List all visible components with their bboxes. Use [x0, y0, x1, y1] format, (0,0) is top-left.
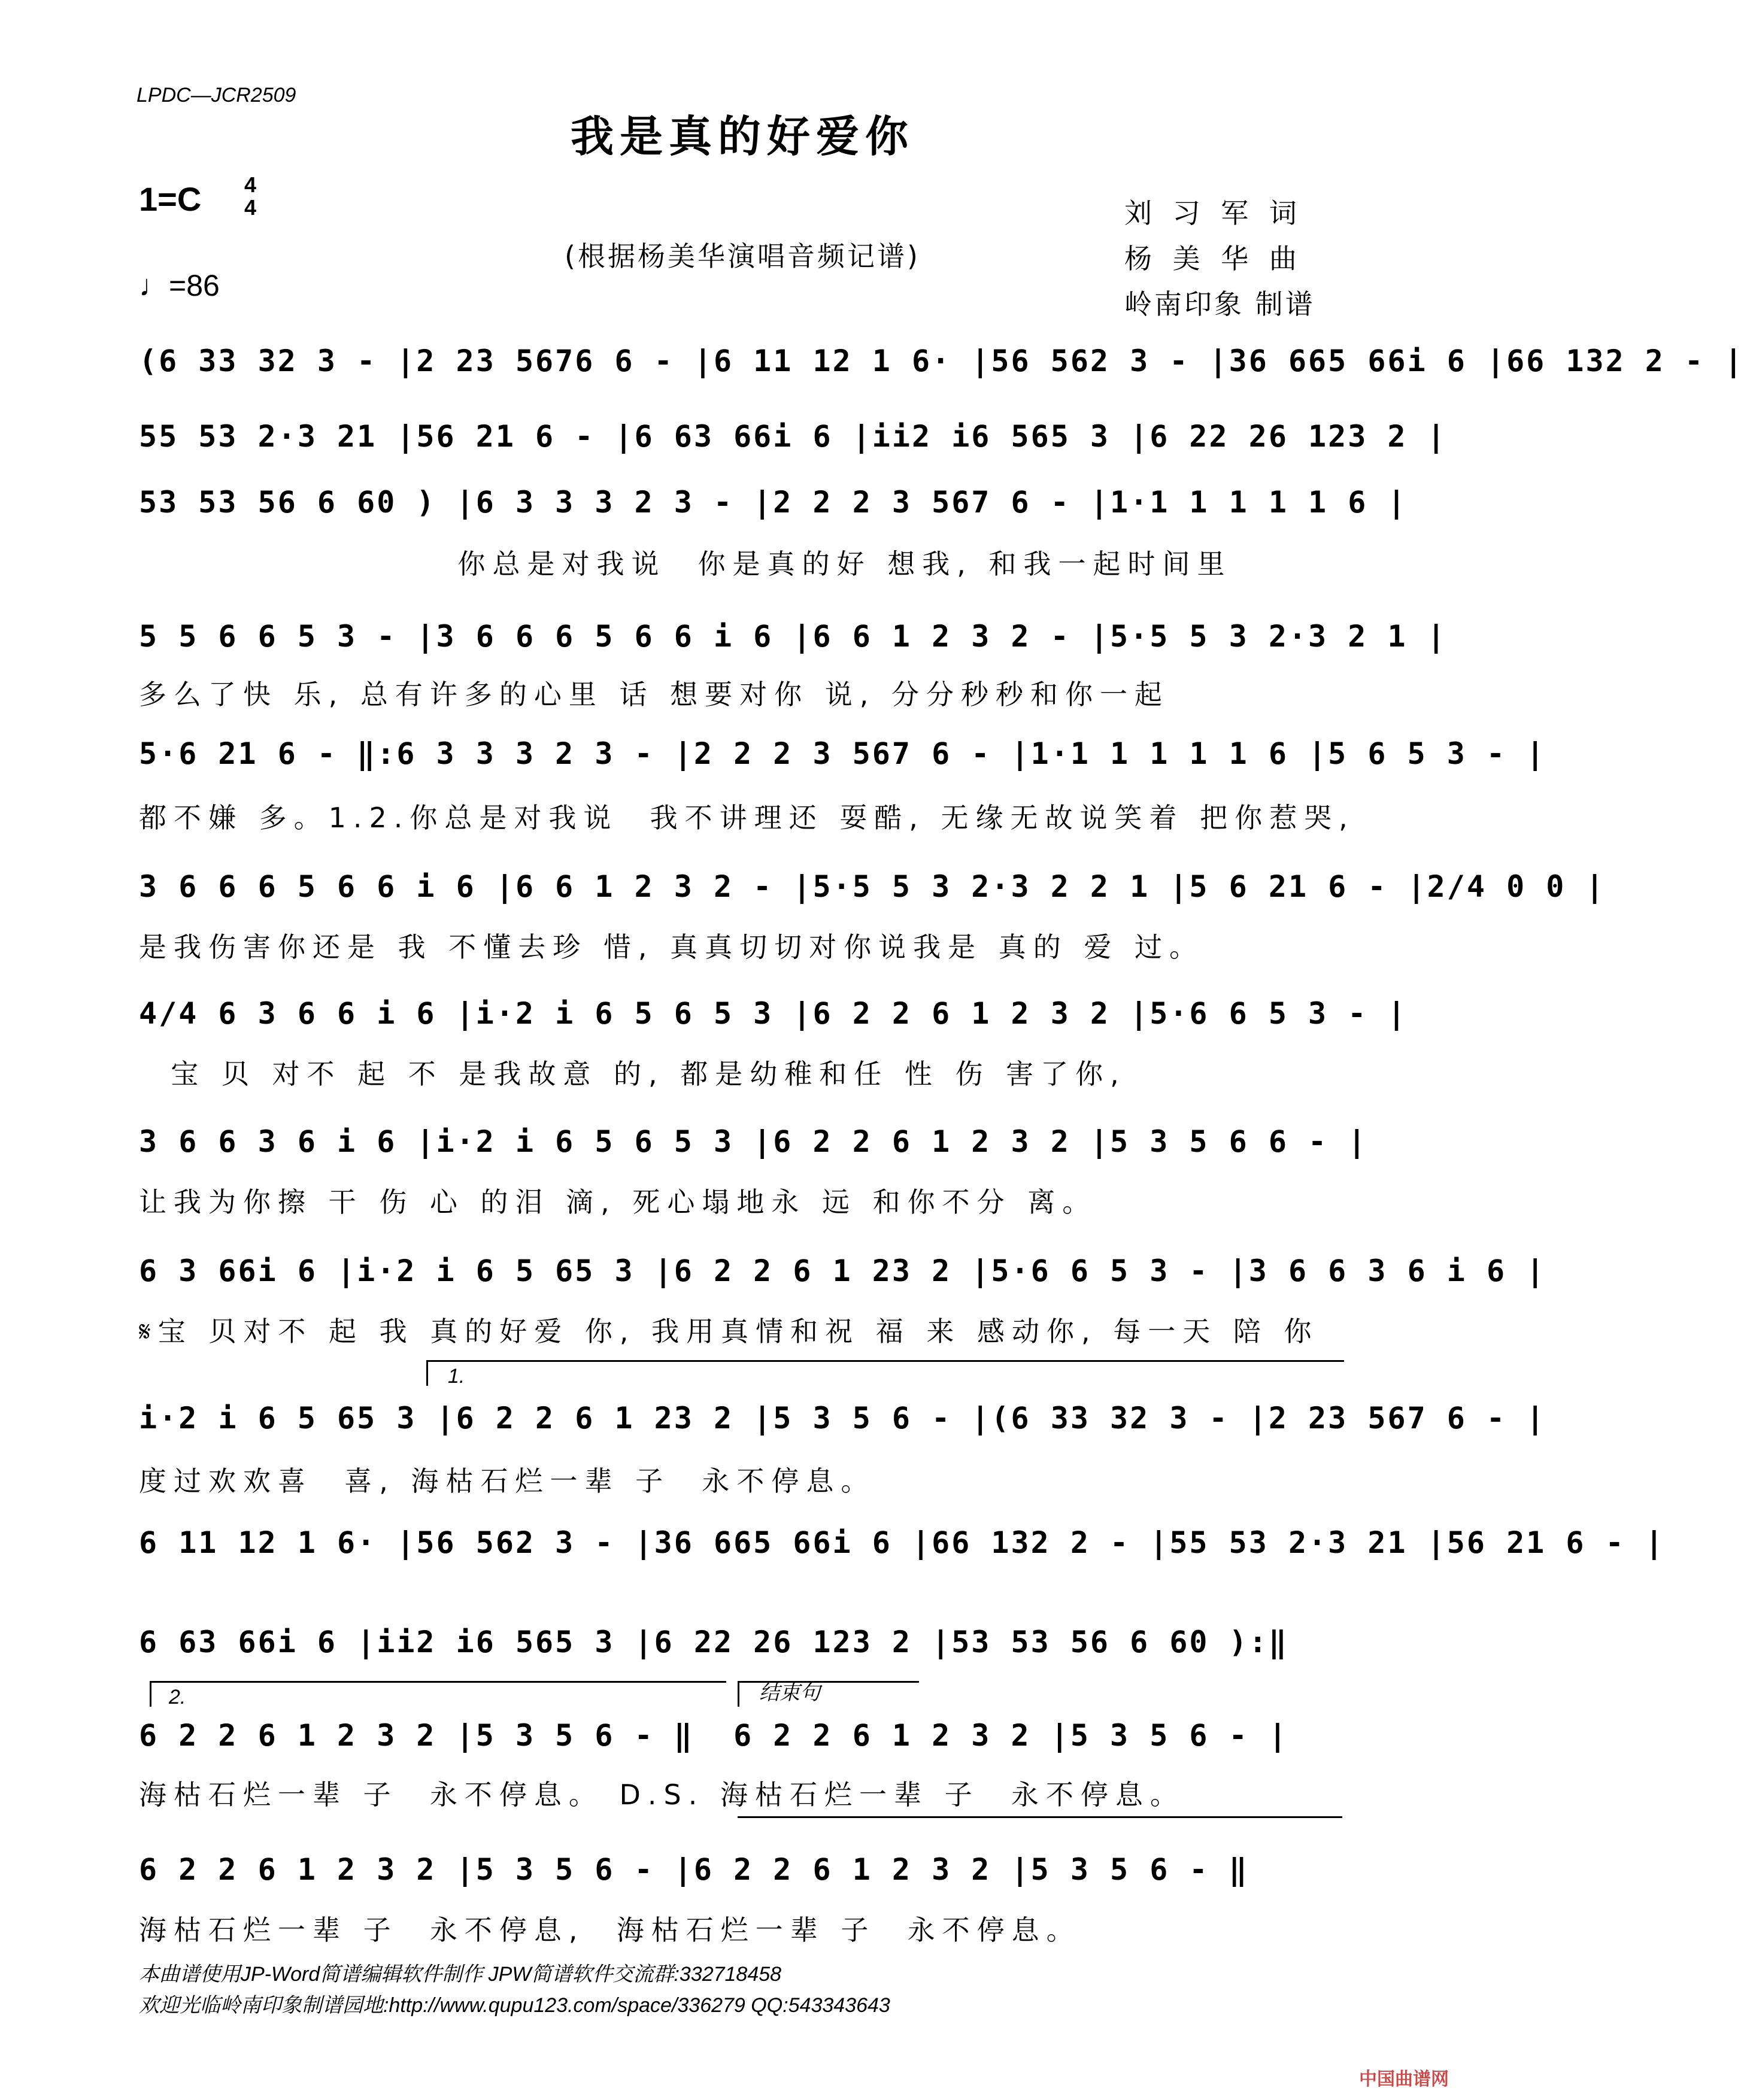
arranger-credit: 岭南印象 制谱: [1124, 288, 1315, 320]
lyricist-credit: 刘 习 军 词: [1124, 197, 1303, 229]
volta-1-label: 1.: [448, 1365, 465, 1388]
score-line-12-music: 6 63 66i 6 |ii2 i6 565 3 |6 22 26 123 2 |53 53 56 6 60 ):‖: [139, 1625, 1288, 1659]
volta-1-bracket: [426, 1360, 1344, 1386]
score-line-4-lyrics: 多么了快 乐, 总有许多的心里 话 想要对你 说, 分分秒秒和你一起: [139, 678, 1169, 711]
score-line-10-music: i·2 i 6 5 65 3 |6 2 2 6 1 23 2 |5 3 5 6 - |(6 33 32 3 - |2 23 567 6 - |: [139, 1401, 1546, 1436]
time-signature-bottom: 4: [244, 195, 257, 220]
score-line-6-lyrics: 是我伤害你还是 我 不懂去珍 惜, 真真切切对你说我是 真的 爱 过。: [139, 931, 1204, 963]
score-line-13-lyrics: 海枯石烂一辈 子 永不停息。 D.S. 海枯石烂一辈 子 永不停息。: [139, 1779, 1185, 1811]
score-line-4-music: 5 5 6 6 5 3 - |3 6 6 6 5 6 6 i 6 |6 6 1 2 3 2 - |5·5 5 3 2·3 2 1 |: [139, 619, 1447, 654]
tempo-marking: ♩=86: [139, 269, 220, 302]
score-line-14-lyrics: 海枯石烂一辈 子 永不停息, 海枯石烂一辈 子 永不停息。: [139, 1914, 1081, 1946]
key-signature: 1=C: [139, 180, 202, 218]
final-line-bracket: [738, 1816, 1342, 1842]
score-line-3-music: 53 53 56 6 60 ) |6 3 3 3 2 3 - |2 2 2 3 567 6 - |1·1 1 1 1 1 6 |: [139, 485, 1408, 520]
composer-credit: 杨 美 华 曲: [1124, 242, 1303, 275]
score-line-5-lyrics: 都不嫌 多。1.2.你总是对我说 我不讲理还 耍酷, 无缘无故说笑着 把你惹哭,: [139, 802, 1355, 834]
score-line-7-lyrics: 宝 贝 对不 起 不 是我故意 的, 都是幼稚和任 性 伤 害了你,: [139, 1058, 1126, 1090]
score-line-13-music: 6 2 2 6 1 2 3 2 |5 3 5 6 - ‖ 6 2 2 6 1 2 3 2 |5 3 5 6 - |: [139, 1718, 1288, 1753]
score-line-8-lyrics: 让我为你擦 干 伤 心 的泪 滴, 死心塌地永 远 和你不分 离。: [139, 1186, 1097, 1218]
score-line-2-music: 55 53 2·3 21 |56 21 6 - |6 63 66i 6 |ii2 i6 565 3 |6 22 26 123 2 |: [139, 419, 1447, 454]
score-line-9-music: 6 3 66i 6 |i·2 i 6 5 65 3 |6 2 2 6 1 23 2 |5·6 6 5 3 - |3 6 6 3 6 i 6 |: [139, 1254, 1546, 1288]
footer-website-note: 欢迎光临岭南印象制谱园地:http://www.qupu123.com/space/336279 QQ:543343643: [139, 1994, 890, 2017]
score-line-1-music: (6 33 32 3 - |2 23 5676 6 - |6 11 12 1 6· |56 562 3 - |36 665 66i 6 |66 132 2 - |: [139, 344, 1744, 378]
time-signature: [244, 174, 256, 219]
score-line-7-music: 4/4 6 3 6 6 i 6 |i·2 i 6 5 6 5 3 |6 2 2 6 1 2 3 2 |5·6 6 5 3 - |: [139, 996, 1408, 1031]
score-line-5-music: 5·6 21 6 - ‖:6 3 3 3 2 3 - |2 2 2 3 567 6 - |1·1 1 1 1 1 6 |5 6 5 3 - |: [139, 736, 1546, 771]
score-line-3-lyrics: 你总是对我说 你是真的好 想我, 和我一起时间里: [139, 548, 1232, 580]
score-code: LPDC—JCR2509: [137, 84, 296, 107]
footer-software-note: 本曲谱使用JP-Word简谱编辑软件制作 JPW简谱软件交流群:332718458: [139, 1963, 782, 1986]
watermark-logo: 中国曲谱网: [1359, 2069, 1449, 2090]
song-title: 我是真的好爱你: [570, 111, 914, 162]
score-line-9-lyrics: 𝄋宝 贝对不 起 我 真的好爱 你, 我用真情和祝 福 来 感动你, 每一天 陪 你: [139, 1315, 1319, 1348]
score-line-14-music: 6 2 2 6 1 2 3 2 |5 3 5 6 - |6 2 2 6 1 2 3 2 |5 3 5 6 - ‖: [139, 1852, 1249, 1887]
subtitle: (根据杨美华演唱音频记谱): [565, 240, 920, 272]
score-line-6-music: 3 6 6 6 5 6 6 i 6 |6 6 1 2 3 2 - |5·5 5 3 2·3 2 2 1 |5 6 21 6 - |2/4 0 0 |: [139, 869, 1606, 904]
volta-2-bracket: [150, 1681, 726, 1707]
volta-2-label: 2.: [169, 1686, 186, 1708]
score-line-11-music: 6 11 12 1 6· |56 562 3 - |36 665 66i 6 |66 132 2 - |55 53 2·3 21 |56 21 6 - |: [139, 1525, 1665, 1560]
score-line-8-music: 3 6 6 3 6 i 6 |i·2 i 6 5 6 5 3 |6 2 2 6 1 2 3 2 |5 3 5 6 6 - |: [139, 1124, 1368, 1159]
ending-label: 结束句: [759, 1682, 820, 1704]
score-line-10-lyrics: 度过欢欢喜 喜, 海枯石烂一辈 子 永不停息。: [139, 1465, 876, 1497]
time-signature-top: 4: [244, 172, 257, 197]
